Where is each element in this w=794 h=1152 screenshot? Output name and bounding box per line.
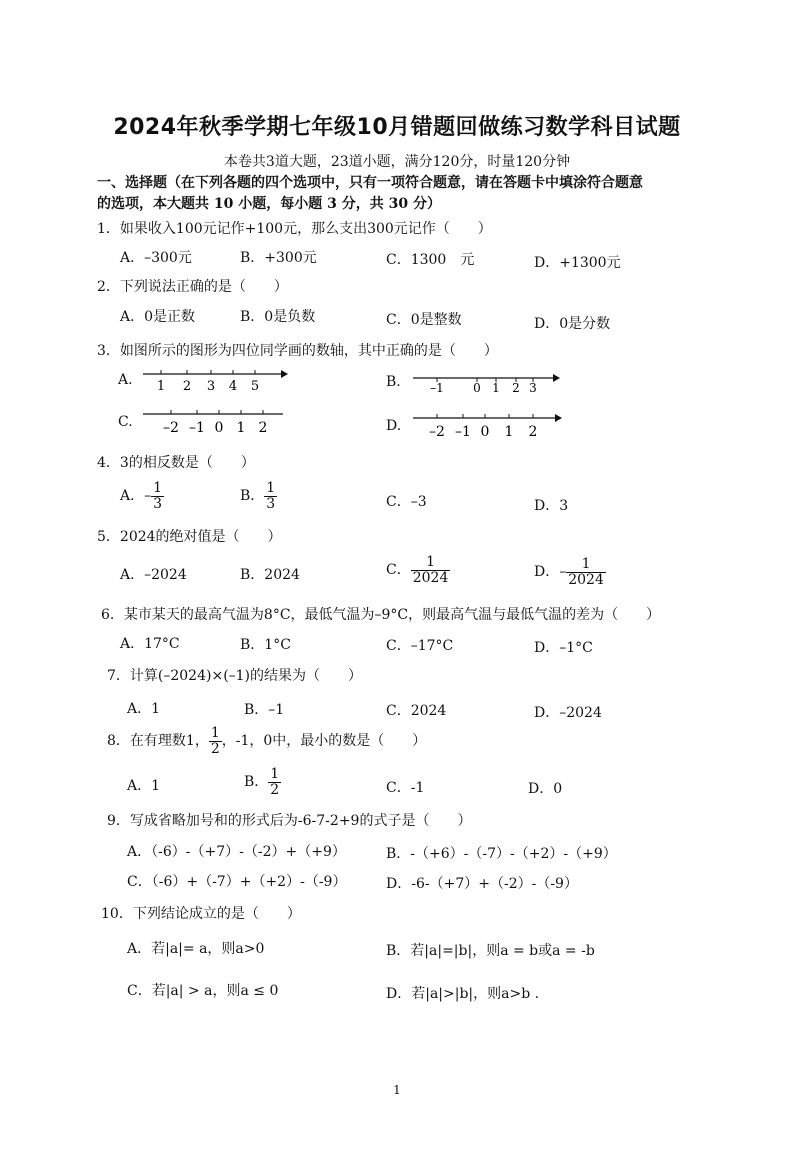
minus-sign: – (144, 488, 152, 505)
q6-option-d: D．–1°C (534, 640, 593, 656)
q10-option-c: C．若|a| > a，则a ≤ 0 (127, 983, 279, 999)
tick-label: 1 (492, 381, 500, 395)
fraction: $\frac{1}{2024}$ (412, 554, 449, 586)
q3-option-a-label: A. (118, 372, 133, 388)
q10-option-b: B．若|a|=|b|，则a = b或a = -b (386, 943, 595, 959)
q7-option-d: D．–2024 (534, 705, 602, 721)
q6-option-a: A．17°C (120, 636, 180, 652)
q2-option-a: A．0是正数 (120, 309, 196, 325)
q7-option-a: A．1 (127, 701, 161, 717)
number-line-c (143, 406, 285, 440)
option-label: D． (534, 564, 560, 581)
q3-option-c-label: C. (118, 414, 133, 430)
q9-option-b: B．-（+6）-（-7）-（+2）-（+9） (386, 846, 617, 862)
q4-option-d: D．3 (534, 498, 569, 514)
fraction: $\frac{1}{3}$ (266, 480, 276, 512)
q2-option-b: B．0是负数 (240, 309, 316, 325)
q4-option-a (120, 481, 164, 511)
q8-option-c: C．-1 (386, 780, 425, 796)
q9-option-d: D．-6-（+7）+（-2）-（-9） (386, 876, 578, 892)
fraction: $\frac{1}{2024}$ (568, 556, 604, 588)
q3-option-b-label: B. (386, 374, 401, 390)
tick-label: 0 (214, 420, 224, 436)
option-label: C． (386, 562, 411, 579)
q1-option-b: B．+300元 (240, 250, 317, 266)
q6-option-c: C．–17°C (386, 638, 454, 654)
question-9-stem: 9．写成省略加号和的形式后为-6-7-2+9的式子是（ ） (107, 813, 472, 829)
page-number: 1 (393, 1083, 401, 1097)
q3-option-d-label: D. (386, 418, 402, 434)
q2-option-d: D．0是分数 (534, 316, 611, 332)
q7-option-b: B．–1 (244, 702, 285, 718)
tick-label: 3 (529, 381, 537, 395)
exam-info: 本卷共3道大题，23道小题，满分120分，时量120分钟 (223, 154, 571, 170)
question-3-stem: 3．如图所示的图形为四位同学画的数轴，其中正确的是（ ） (97, 343, 498, 359)
q10-option-d: D．若|a|>|b|，则a>b . (386, 986, 540, 1002)
q5-option-c (386, 555, 450, 585)
minus-sign: – (559, 564, 567, 581)
q1-option-d: D．+1300元 (534, 255, 621, 271)
q7-option-c: C．2024 (386, 703, 447, 719)
tick-label: –1 (189, 420, 205, 436)
q4-option-c: C．–3 (386, 494, 427, 510)
fraction: $\frac{1}{2}$ (270, 766, 280, 798)
tick-label: –1 (430, 381, 444, 395)
option-label: B． (240, 488, 265, 505)
tick-label: 1 (504, 424, 514, 440)
q1-option-a: A．–300元 (120, 250, 192, 266)
tick-label: 1 (236, 420, 246, 436)
question-4-stem: 4．3的相反数是（ ） (97, 455, 255, 471)
tick-label: 0 (473, 381, 481, 395)
tick-label: 2 (182, 379, 192, 394)
q5-option-a: A．–2024 (120, 567, 187, 583)
q9-option-a: A．（-6）-（+7）-（-2）+（+9） (127, 844, 346, 860)
page-title: 2024年秋季学期七年级10月错题回做练习数学科目试题 (113, 115, 681, 140)
tick-label: 5 (250, 379, 260, 394)
question-6-stem: 6．某市某天的最高气温为8°C，最低气温为–9°C，则最高气温与最低气温的差为（ ） (101, 607, 661, 623)
number-line-b (413, 370, 561, 400)
number-line-a (143, 366, 288, 398)
tick-label: –2 (429, 424, 445, 440)
number-line-d (413, 410, 563, 444)
option-label: A． (120, 488, 145, 505)
tick-label: 2 (528, 424, 538, 440)
question-10-stem: 10．下列结论成立的是（ ） (101, 906, 301, 922)
question-8-stem: 8．在有理数1， $\frac{1}{2}$ ，-1，0中，最小的数是（ ） (107, 725, 427, 757)
q5-option-d (534, 557, 606, 587)
q8-option-b (244, 767, 281, 797)
question-5-stem: 5．2024的绝对值是（ ） (97, 529, 282, 545)
tick-label: 0 (480, 424, 490, 440)
tick-label: 2 (512, 381, 520, 395)
q6-option-b: B．1°C (240, 637, 291, 653)
option-label: B． (244, 774, 269, 791)
tick-label: 3 (206, 379, 216, 394)
q8-option-a: A．1 (127, 778, 161, 794)
tick-label: 1 (156, 379, 166, 394)
q1-option-c: C．1300 元 (386, 252, 475, 268)
question-2-stem: 2．下列说法正确的是（ ） (97, 279, 288, 295)
question-1-stem: 1．如果收入100元记作+100元，那么支出300元记作（ ） (97, 221, 492, 237)
section-header-line2: 的选项，本大题共 10 小题，每小题 3 分，共 30 分） (97, 196, 441, 212)
tick-label: –2 (163, 420, 179, 436)
q10-option-a: A．若|a|= a，则a>0 (127, 941, 265, 957)
tick-label: 2 (258, 420, 268, 436)
tick-label: –1 (455, 424, 471, 440)
q8-option-d: D．0 (528, 781, 563, 797)
fraction: $\frac{1}{2}$ (210, 725, 220, 757)
question-7-stem: 7．计算(–2024)×(–1)的结果为（ ） (107, 668, 363, 684)
q9-option-c: C．（-6）+（-7）+（+2）-（-9） (127, 874, 347, 890)
section-header-line1: 一、选择题（在下列各题的四个选项中，只有一项符合题意，请在答题卡中填涂符合题意 (97, 175, 643, 191)
q5-option-b: B．2024 (240, 567, 300, 583)
q4-option-b (240, 481, 277, 511)
q2-option-c: C．0是整数 (386, 312, 462, 328)
tick-label: 4 (228, 379, 238, 394)
fraction: $\frac{1}{3}$ (153, 480, 163, 512)
